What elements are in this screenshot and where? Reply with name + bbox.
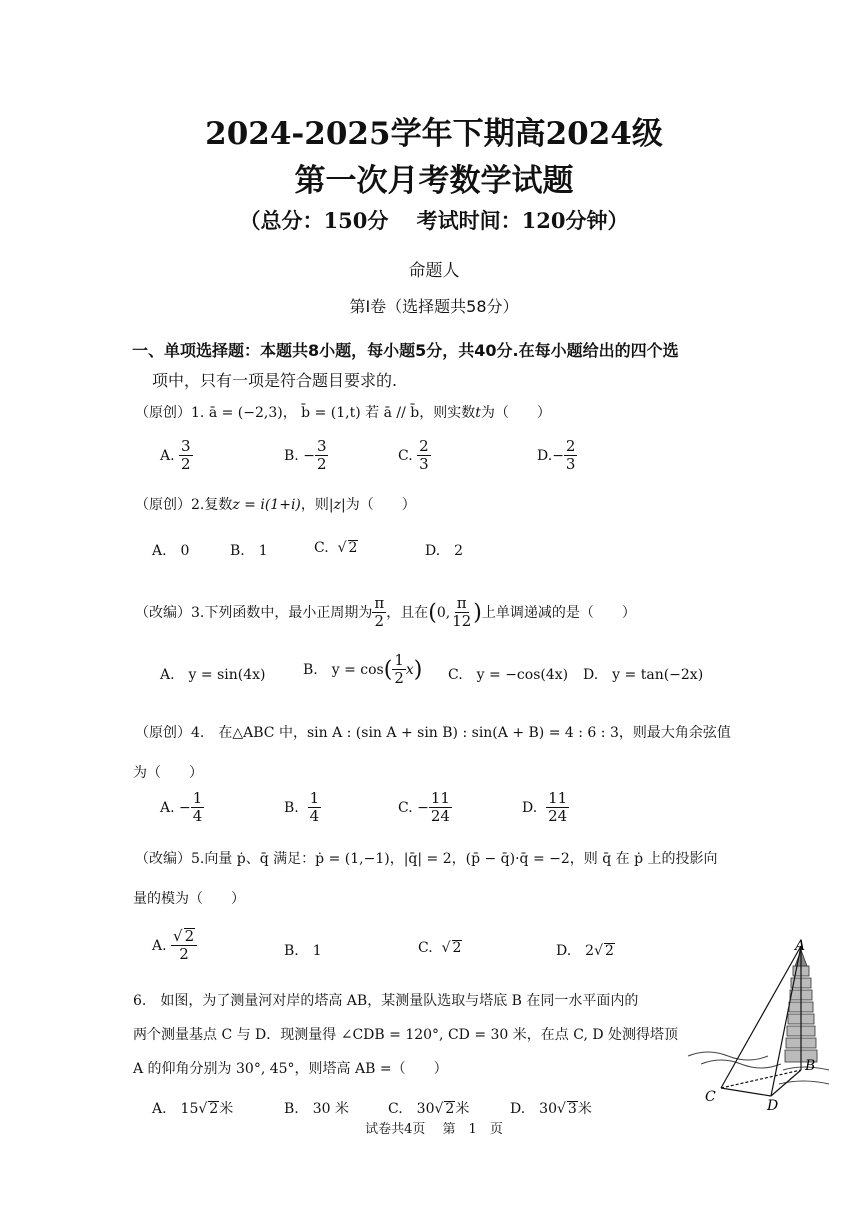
q1-option-b[interactable]: B. − $\frac{3}{2}$ xyxy=(284,437,327,474)
q3-option-b[interactable]: B. y = cos( $\frac{1}{2}$ x) xyxy=(303,651,423,688)
q5-option-a[interactable]: A. $\frac{√ 2}{2}$ xyxy=(152,928,197,964)
part-heading: 第Ⅰ卷（选择题共58分） xyxy=(349,297,519,316)
section1-heading-line2: 项中，只有一项是符合题目要求的. xyxy=(152,371,398,390)
fig-label-d: D xyxy=(767,1098,779,1113)
q1-option-d[interactable]: D.− $\frac{2}{3}$ xyxy=(537,437,576,474)
q2-option-a[interactable]: A. 0 xyxy=(152,543,190,559)
q3-option-c[interactable]: C. y = −cos(4x) xyxy=(448,667,569,683)
q3-option-d[interactable]: D. y = tan(−2x) xyxy=(583,667,704,683)
q1-condition: 若 ā // b̄，则实数 xyxy=(365,405,476,421)
q5-option-c[interactable]: C. √ 2 xyxy=(418,940,462,956)
q2-option-d[interactable]: D. 2 xyxy=(425,543,464,559)
question-6-line2: 两个测量基点 C 与 D．现测量得 ∠CDB = 120°, CD = 30 米，在点 C, D 处测得塔顶 xyxy=(133,1027,679,1043)
fig-label-a: A xyxy=(795,938,806,954)
q4-option-a[interactable]: A. − $\frac{1}{4}$ xyxy=(160,789,203,826)
fig-label-c: C xyxy=(705,1089,716,1105)
fig-label-b: B xyxy=(805,1058,816,1074)
q6-option-a[interactable]: A. 15√ 2米 xyxy=(152,1101,234,1117)
q1-tag: （原创）1. xyxy=(135,405,205,421)
q1-option-c[interactable]: C. $\frac{2}{3}$ xyxy=(398,437,429,474)
question-4-line2: 为（ ） xyxy=(133,765,203,781)
question-6-line1: 6. 如图，为了测量河对岸的塔高 AB，某测量队选取与塔底 B 在同一水平面内的 xyxy=(133,993,639,1009)
author-line: 命题人 xyxy=(408,261,460,281)
q6-option-d[interactable]: D. 30√ 3米 xyxy=(510,1101,592,1117)
tower-figure xyxy=(683,938,833,1113)
q4-option-c[interactable]: C. − $\frac{11}{24}$ xyxy=(398,789,450,826)
page-footer: 试卷共4页 第 1 页 xyxy=(365,1122,503,1137)
q1-option-a[interactable]: A. $\frac{3}{2}$ xyxy=(160,437,191,474)
q6-option-c[interactable]: C. 30√ 2米 xyxy=(388,1101,470,1117)
q5-option-b[interactable]: B. 1 xyxy=(284,943,322,959)
section1-heading-line1: 一、单项选择题：本题共8小题，每小题5分，共40分.在每小题给出的四个选 xyxy=(132,341,679,360)
q2-modulus: |z| xyxy=(328,497,346,513)
question-5-line1: （改编）5.向量 ṗ、q̄ 满足：ṗ = (1,−1)，|q̄| = 2，(p̄ − q̄)·q̄ = −2，则 q̄ 在 ṗ 上的投影向 xyxy=(135,851,718,867)
q5-option-d[interactable]: D. 2√ 2 xyxy=(556,943,614,959)
q4-option-d[interactable]: D. $\frac{11}{24}$ xyxy=(522,789,568,826)
q1-vector-b: b̄ = (1,t) xyxy=(301,405,361,421)
exam-title-line1: 2024-2025学年下期高2024级 xyxy=(205,116,663,152)
q2-expression: z = i(1+i) xyxy=(232,497,301,513)
question-3-stem: （改编）3.下列函数中，最小正周期为 $\frac{\pi}{2}$ ，且在(0, $\frac{\pi}{12}$ )上单调递减的是（ ） xyxy=(135,594,636,631)
q2-option-c[interactable]: C. √ 2 xyxy=(314,540,358,556)
question-5-line2: 量的模为（ ） xyxy=(133,891,245,907)
q1-vector-a: ā = (−2,3)， xyxy=(208,405,297,421)
q3-option-a[interactable]: A. y = sin(4x) xyxy=(160,667,266,683)
q1-variable: t xyxy=(475,405,481,421)
question-6-line3: A 的仰角分别为 30°, 45°，则塔高 AB =（ ） xyxy=(133,1061,448,1077)
q1-tail: 为（ ） xyxy=(480,405,551,421)
q4-option-b[interactable]: B. $\frac{1}{4}$ xyxy=(284,789,320,826)
q2-option-b[interactable]: B. 1 xyxy=(230,543,268,559)
question-4-line1: （原创）4. 在△ABC 中，sin A : (sin A + sin B) : sin(A + B) = 4 : 6 : 3，则最大角余弦值 xyxy=(135,725,731,741)
q6-option-b[interactable]: B. 30 米 xyxy=(284,1101,350,1117)
exam-subtitle: （总分：150分 考试时间：120分钟） xyxy=(239,208,629,233)
exam-title-line2: 第一次月考数学试题 xyxy=(294,163,574,199)
question-2-stem: （原创）2.复数z = i(1+i)，则|z|为（ ） xyxy=(135,497,416,513)
question-1-stem xyxy=(135,402,551,422)
